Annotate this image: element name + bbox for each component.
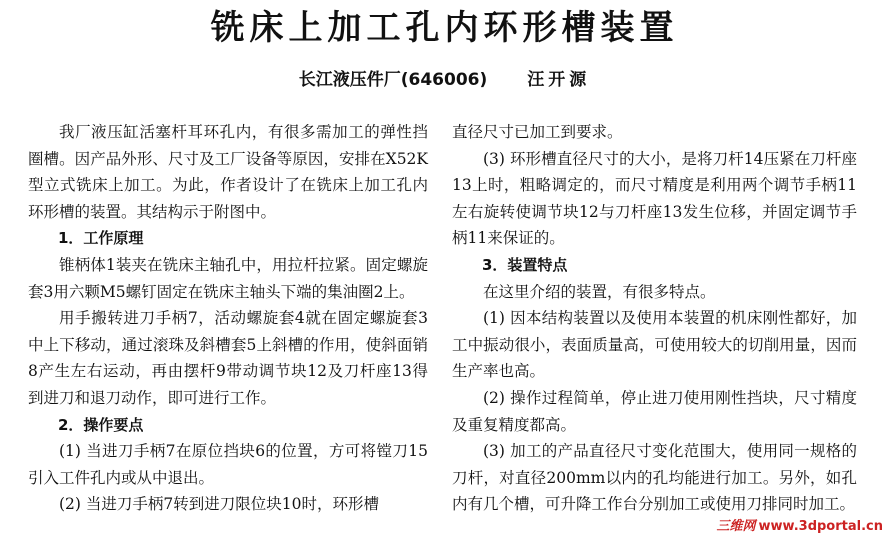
- section-heading: 1．工作原理: [58, 229, 144, 248]
- paragraph: 在这里介绍的装置，有很多特点。: [483, 282, 716, 301]
- paragraph: (3) 加工的产品直径尺寸变化范围大，使用同一规格的刀杆，对直径200mm以内的孔均能进行加工。另外，如孔内有几个槽，可升降工作台分别加工或使用刀排同时加工。: [452, 442, 857, 514]
- byline-organization: 长江液压件厂(646006): [298, 70, 488, 90]
- paragraph: 用手搬转进刀手柄7，活动螺旋套4就在固定螺旋套3中上下移动，通过滚珠及斜槽套5上斜槽的作用，使斜面销8产生左右运动，再由摆杆9带动调节块12及刀杆座13得到进刀和退刀动作，即可进行工作。: [28, 309, 428, 407]
- paragraph: (2) 当进刀手柄7转到进刀限位块10时，环形槽: [59, 495, 379, 514]
- article-title: 铣床上加工孔内环形槽装置: [210, 8, 679, 48]
- byline-author: 汪开源: [527, 70, 591, 90]
- watermark-brand: 三维网: [716, 519, 756, 534]
- paragraph: 我厂液压缸活塞杆耳环孔内，有很多需加工的弹性挡圈槽。因产品外形、尺寸及工厂设备等原因，安排在X52K型立式铣床上加工。为此，作者设计了在铣床上加工孔内环形槽的装置。其结构示于附图中。: [28, 123, 428, 221]
- paragraph: (3) 环形槽直径尺寸的大小，是将刀杆14压紧在刀杆座13上时，粗略调定的，而尺寸精度是利用两个调节手柄11左右旋转使调节块12与刀杆座13发生位移，并固定调节手柄11来保证的。: [452, 149, 857, 248]
- section-heading: 3．装置特点: [482, 255, 568, 274]
- watermark-url: www.3dportal.cn: [758, 519, 883, 534]
- paragraph: 锥柄体1装夹在铣床主轴孔中，用拉杆拉紧。固定螺旋套3用六颗M5螺钉固定在铣床主轴头下端的集油圈2上。: [28, 255, 428, 301]
- paragraph: (1) 当进刀手柄7在原位挡块6的位置，方可将镗刀15引入工件孔内或从中退出。: [28, 442, 428, 487]
- paragraph: (1) 因本结构装置以及使用本装置的机床刚性都好，加工中振动很小，表面质量高，可使用较大的切削用量，因而生产率也高。: [452, 309, 857, 381]
- paragraph-continuation: 直径尺寸已加工到要求。: [452, 123, 623, 141]
- section-heading: 2．操作要点: [58, 415, 144, 434]
- watermark: [717, 515, 884, 534]
- left-column: [28, 119, 428, 518]
- paragraph: (2) 操作过程简单，停止进刀使用刚性挡块，尺寸精度及重复精度都高。: [452, 388, 857, 434]
- byline: [0, 68, 889, 92]
- right-column: [452, 119, 857, 518]
